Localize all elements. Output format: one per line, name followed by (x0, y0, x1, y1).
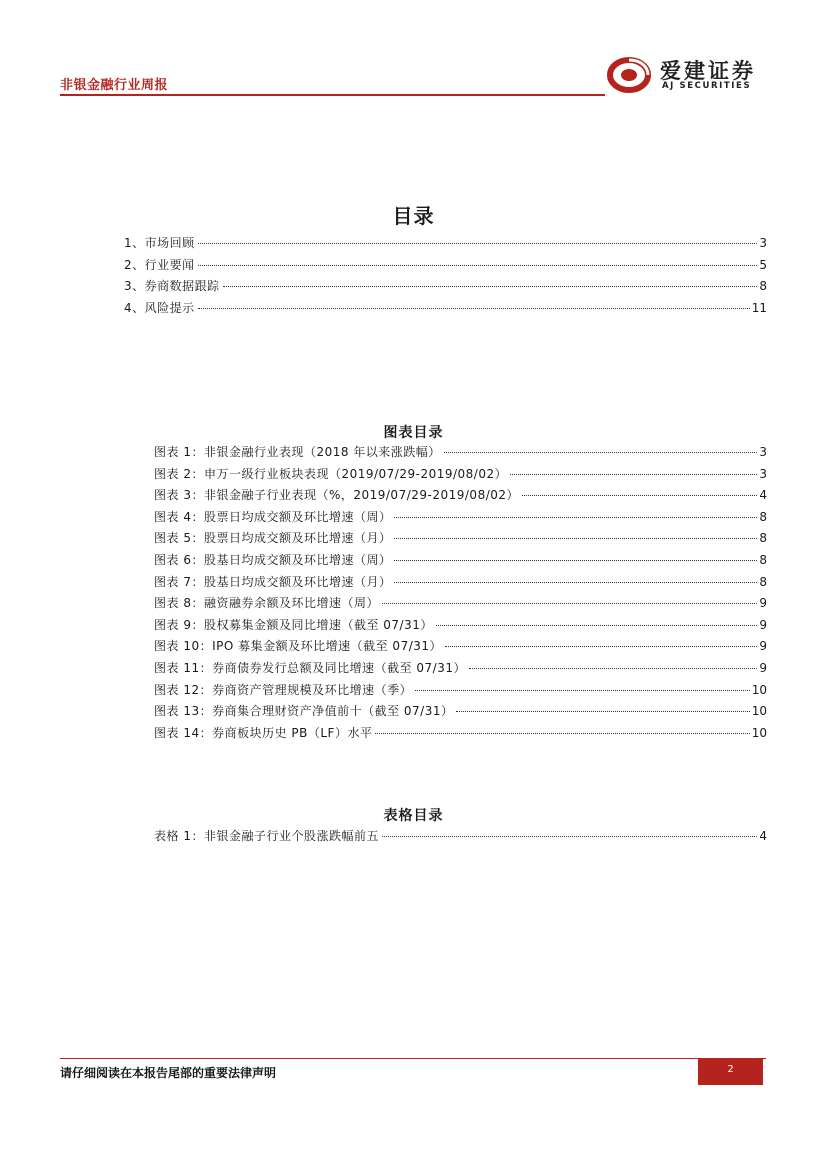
figures-toc-title: 图表目录 (383, 425, 444, 441)
figure-entry-label: 图表 13：券商集合理财资产净值前十（截至 07/31） (154, 704, 454, 719)
dot-leader (198, 265, 758, 266)
figure-entry-label: 图表 6：股基日均成交额及环比增速（周） (154, 552, 392, 567)
dot-leader (394, 582, 757, 583)
dot-leader (394, 538, 757, 539)
figure-entry[interactable] (154, 529, 767, 551)
figure-entry[interactable] (154, 594, 767, 616)
dot-leader (522, 495, 757, 496)
dot-leader (198, 243, 758, 244)
figure-entry[interactable] (154, 508, 767, 530)
table-entry-label: 表格 1：非银金融子行业个股涨跌幅前五 (154, 829, 379, 843)
figure-entry-label: 图表 8：融资融券余额及环比增速（周） (154, 596, 379, 611)
dot-leader (445, 646, 757, 647)
toc-entry-label: 1、市场回顾 (124, 236, 195, 250)
figure-entry-page-number: 4 (759, 488, 767, 503)
figure-entry-page-number: 10 (751, 704, 767, 719)
dot-leader (394, 560, 757, 561)
figure-entry-label: 图表 5：股票日均成交额及环比增速（月） (154, 531, 392, 546)
dot-leader (394, 517, 757, 518)
toc-list (124, 234, 767, 320)
figure-entry-page-number: 8 (759, 552, 767, 567)
figure-entry[interactable] (154, 465, 767, 487)
figure-entry-page-number: 8 (759, 509, 767, 524)
figure-entry-label: 图表 7：股基日均成交额及环比增速（月） (154, 574, 392, 589)
dot-leader (415, 690, 750, 691)
figure-entry-page-number: 8 (759, 574, 767, 589)
table-entry[interactable] (154, 827, 767, 849)
figure-entry[interactable] (154, 637, 767, 659)
dot-leader (223, 286, 758, 287)
toc-entry[interactable] (124, 277, 767, 299)
table-entry-page-number: 4 (759, 829, 767, 843)
dot-leader (436, 625, 758, 626)
figure-entry-page-number: 3 (759, 466, 767, 481)
figure-entry[interactable] (154, 702, 767, 724)
figure-entry-page-number: 9 (759, 596, 767, 611)
figure-entry[interactable] (154, 681, 767, 703)
toc-entry-page-number: 3 (759, 236, 767, 250)
logo-chinese-name: 爱建证券 (660, 58, 756, 83)
figure-entry-label: 图表 11：券商债券发行总额及同比增速（截至 07/31） (154, 660, 466, 675)
tables-toc-list (154, 827, 767, 849)
figure-entry-page-number: 8 (759, 531, 767, 546)
company-logo (606, 53, 768, 93)
figure-entry-label: 图表 14：券商板块历史 PB（LF）水平 (154, 725, 373, 740)
figure-entry-label: 图表 1：非银金融行业表现（2018 年以来涨跌幅） (154, 445, 441, 459)
footer-divider (60, 1058, 766, 1059)
dot-leader (382, 603, 757, 604)
figure-entry-label: 图表 2：申万一级行业板块表现（2019/07/29-2019/08/02） (154, 466, 508, 481)
toc-entry-page-number: 11 (751, 300, 767, 315)
toc-entry-page-number: 5 (759, 257, 767, 272)
toc-entry[interactable] (124, 234, 767, 256)
figure-entry[interactable] (154, 616, 767, 638)
toc-entry-label: 4、风险提示 (124, 300, 195, 315)
dot-leader (456, 711, 749, 712)
logo-mark-icon (606, 53, 654, 93)
figure-entry[interactable] (154, 724, 767, 746)
toc-entry-page-number: 8 (759, 279, 767, 294)
dot-leader (510, 474, 757, 475)
toc-entry-label: 3、券商数据跟踪 (124, 279, 220, 294)
figure-entry-page-number: 9 (759, 660, 767, 675)
logo-english-name: AJ SECURITIES (662, 81, 752, 91)
report-header-title: 非银金融行业周报 (60, 78, 169, 93)
toc-entry-label: 2、行业要闻 (124, 257, 195, 272)
figure-entry-label: 图表 4：股票日均成交额及环比增速（周） (154, 509, 392, 524)
dot-leader (382, 836, 757, 837)
page-number: 2 (698, 1059, 763, 1085)
figure-entry-label: 图表 9：股权募集金额及同比增速（截至 07/31） (154, 617, 433, 632)
legal-disclaimer-note: 请仔细阅读在本报告尾部的重要法律声明 (60, 1066, 277, 1080)
dot-leader (375, 733, 749, 734)
figure-entry[interactable] (154, 486, 767, 508)
figure-entry[interactable] (154, 659, 767, 681)
header-divider (60, 94, 605, 96)
figure-entry-page-number: 10 (751, 725, 767, 740)
figure-entry[interactable] (154, 443, 767, 465)
toc-entry[interactable] (124, 299, 767, 321)
figure-entry[interactable] (154, 573, 767, 595)
dot-leader (469, 668, 757, 669)
figure-entry-page-number: 9 (759, 639, 767, 654)
figure-entry[interactable] (154, 551, 767, 573)
tables-toc-title: 表格目录 (383, 808, 444, 824)
figure-entry-label: 图表 3：非银金融子行业表现（%，2019/07/29-2019/08/02） (154, 488, 520, 503)
figure-entry-label: 图表 10：IPO 募集金额及环比增速（截至 07/31） (154, 639, 443, 654)
figures-toc-list (154, 443, 767, 745)
figure-entry-page-number: 9 (759, 617, 767, 632)
toc-entry[interactable] (124, 256, 767, 278)
figure-entry-label: 图表 12：券商资产管理规模及环比增速（季） (154, 682, 413, 697)
toc-title: 目录 (392, 204, 435, 228)
dot-leader (444, 452, 758, 453)
dot-leader (198, 308, 750, 309)
figure-entry-page-number: 10 (751, 682, 767, 697)
figure-entry-page-number: 3 (759, 445, 767, 459)
